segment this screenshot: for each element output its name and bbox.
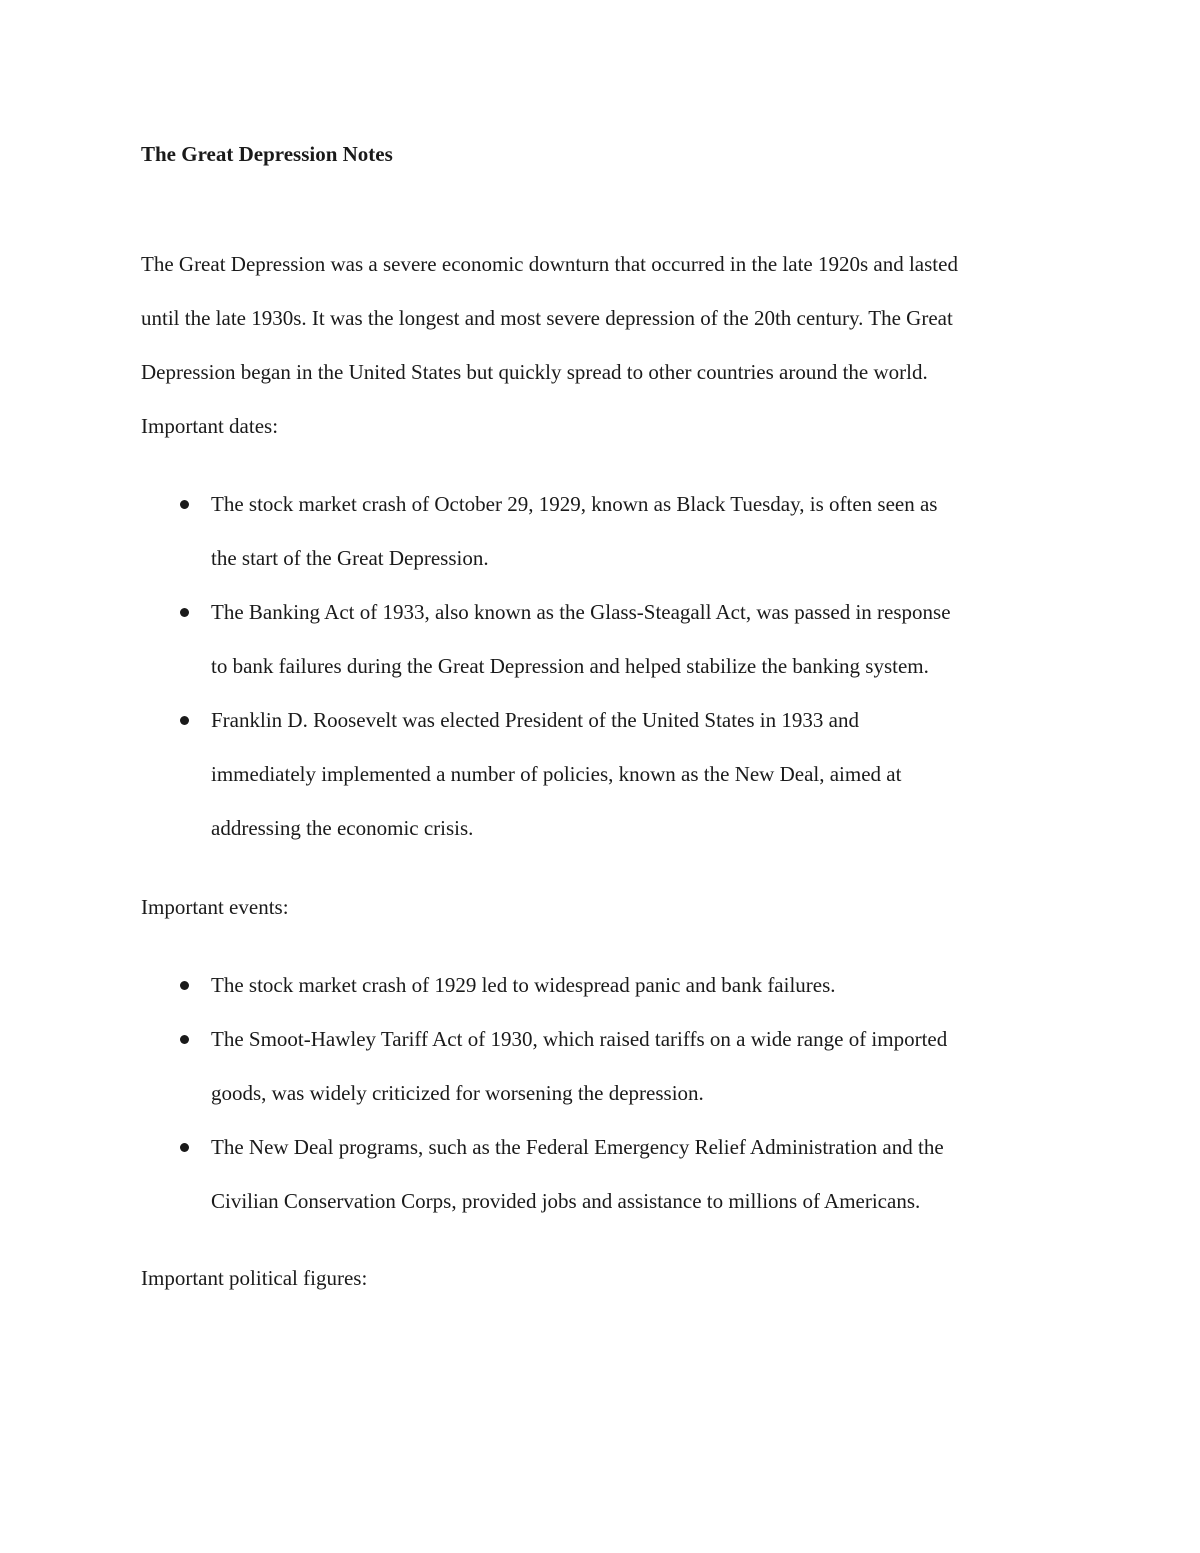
list-item-line: immediately implemented a number of policies, known as the New Deal, aimed at — [211, 762, 902, 786]
list-item-line: the start of the Great Depression. — [211, 546, 489, 570]
intro-line: The Great Depression was a severe economic downturn that occurred in the late 1920s and lasted — [141, 252, 958, 276]
document-title: The Great Depression Notes — [141, 142, 393, 166]
list-item — [0, 958, 947, 1012]
bullet-icon — [180, 1035, 189, 1044]
figures-heading: Important political figures: — [141, 1266, 368, 1290]
bullet-icon — [180, 1143, 189, 1152]
dates-heading: Important dates: — [141, 414, 279, 438]
bullet-icon — [180, 500, 189, 509]
list-item-line: addressing the economic crisis. — [211, 816, 474, 840]
list-item — [0, 477, 951, 585]
list-item-line: Franklin D. Roosevelt was elected President of the United States in 1933 and — [211, 708, 859, 732]
intro-paragraph — [141, 237, 958, 399]
list-item-line: to bank failures during the Great Depression and helped stabilize the banking system. — [211, 654, 929, 678]
list-item-line: Civilian Conservation Corps, provided jobs and assistance to millions of Americans. — [211, 1189, 921, 1213]
dates-list — [0, 477, 951, 855]
list-item-line: The stock market crash of October 29, 1929, known as Black Tuesday, is often seen as — [211, 492, 938, 516]
intro-line: Depression began in the United States but quickly spread to other countries around the world. — [141, 360, 928, 384]
list-item-line: goods, was widely criticized for worsening the depression. — [211, 1081, 704, 1105]
bullet-icon — [180, 981, 189, 990]
list-item — [0, 1012, 947, 1120]
list-item-line: The Smoot-Hawley Tariff Act of 1930, which raised tariffs on a wide range of imported — [211, 1027, 948, 1051]
list-item-line: The Banking Act of 1933, also known as the Glass-Steagall Act, was passed in response — [211, 600, 951, 624]
list-item — [0, 1120, 947, 1228]
list-item-line: The stock market crash of 1929 led to widespread panic and bank failures. — [211, 973, 836, 997]
bullet-icon — [180, 716, 189, 725]
intro-line: until the late 1930s. It was the longest and most severe depression of the 20th century. The Great — [141, 306, 953, 330]
bullet-icon — [180, 608, 189, 617]
list-item-line: The New Deal programs, such as the Federal Emergency Relief Administration and the — [211, 1135, 944, 1159]
events-heading: Important events: — [141, 895, 289, 919]
list-item — [0, 585, 951, 693]
list-item — [0, 693, 951, 855]
events-list — [0, 958, 947, 1228]
